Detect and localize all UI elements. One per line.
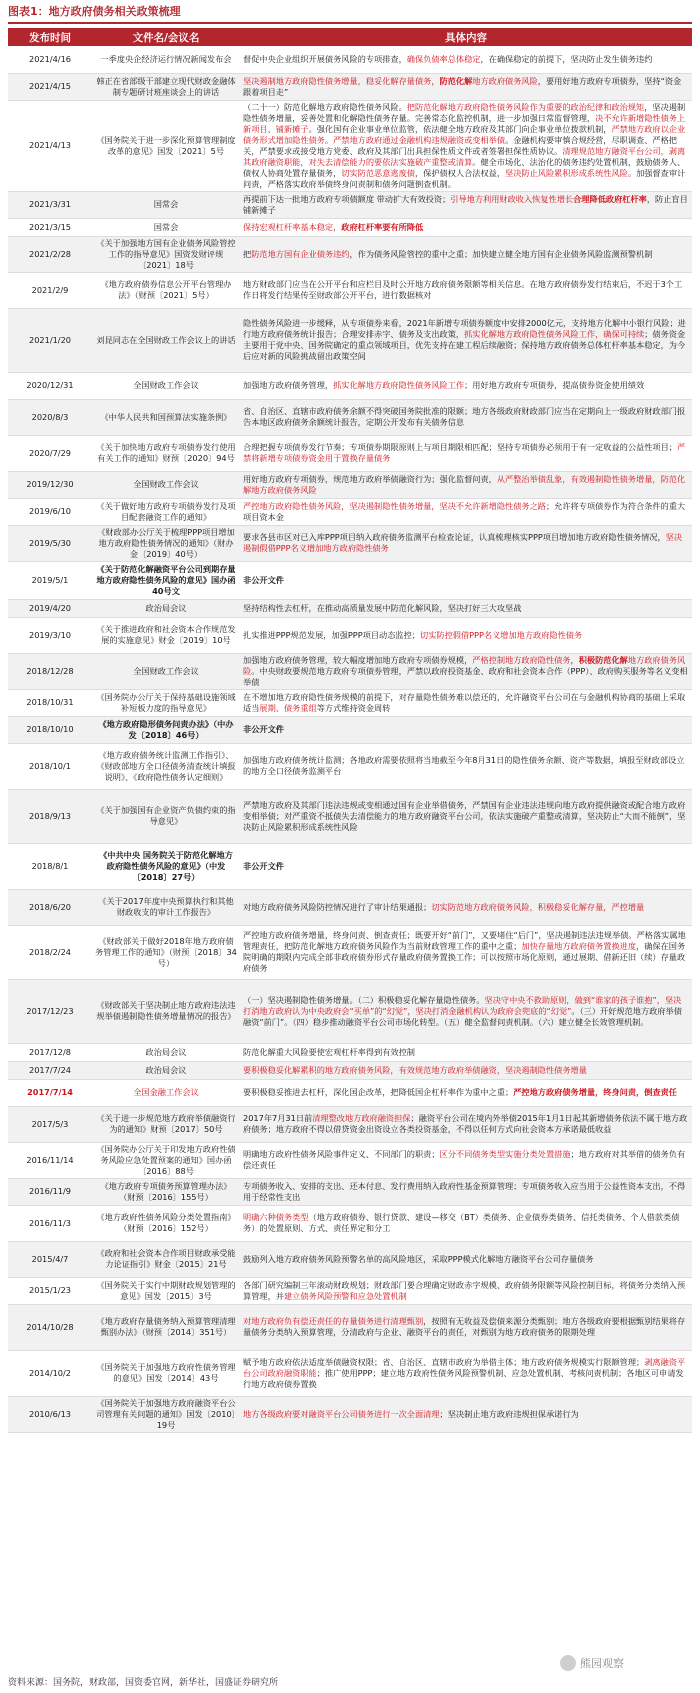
content-text: 把 (243, 248, 252, 259)
row-document: 《地方政府隐形债务问责办法》（中办发〔2018〕46号） (92, 716, 240, 743)
content-text: 。（三）开好规范地方政府举债融资“前门”。（四）稳步推动融资平台公司市场化转型。（五）健全监督问责机制。（六）建立健全长效管理机制。 (243, 1005, 682, 1027)
table-row (8, 1142, 692, 1178)
row-document: 《关于加强国有企业资产负债约束的指导意见》 (92, 789, 240, 843)
table-row (8, 100, 692, 191)
header-date: 发布时间 (8, 28, 92, 46)
row-content (240, 1142, 692, 1178)
content-text: 用好地方政府专项债券，规范地方政府举债融资行为；强化监督问责， (243, 473, 497, 484)
content-text: 加强地方政府债务管理，较大幅度增加地方政府专项债券规模， (243, 654, 473, 665)
row-date: 2021/3/15 (8, 218, 92, 236)
highlight-text: 加快存量地方政府债务置换进度 (521, 941, 637, 951)
table-row (8, 372, 692, 399)
row-date: 2018/10/1 (8, 743, 92, 789)
content-text: 要积极稳妥推进去杠杆，深化国企改革，把降低国企杠杆率作为重中之重； (243, 1087, 514, 1097)
content-text: 严控地方政府债务增量，终身问责、倒查责任；既要开好“前门”，又要堵住“后门”，坚决遏制违法违规举债。严格落实属地管理责任，把防范化解地方政府债务风险作为当前财政管理工作的重中之重； (243, 930, 686, 951)
table-row (8, 561, 692, 599)
highlight-text: 建立债务风险预警和应急处置机制 (283, 1290, 407, 1301)
row-content (240, 689, 692, 716)
row-content (240, 789, 692, 843)
content-text: ，确保在国务院明确的期限内完成全部非政府债券形式存量政府债务置换工作；可以按照市场化原则，通过展期、借新还旧（续）存量政府债务 (243, 941, 686, 973)
row-date: 2021/3/31 (8, 191, 92, 218)
row-content (240, 399, 692, 435)
figure-title: 图表1：地方政府债务相关政策梳理 (8, 2, 692, 24)
row-content (240, 218, 692, 236)
row-content (240, 1241, 692, 1277)
content-text: 在不增加地方政府隐性债务规模的前提下，对存量隐性债务难以偿还的，允许融资平台公司在与金融机构协商的基础上采取适当 (243, 691, 686, 713)
row-document: 全国财政工作会议 (92, 372, 240, 399)
content-text: 。强化国有企业事业单位监管，依法健全地方政府及其部门向企事业单位拨款机制， (308, 123, 612, 134)
table-row (8, 1205, 692, 1241)
table-row (8, 1178, 692, 1205)
content-text: 各部门研究编制三年滚动财政规划；财政部门要合理确定财政赤字规模、政府债务限额等风险控制目标，将债务分类纳入预算管理，并 (243, 1279, 686, 1301)
row-document: 国常会 (92, 191, 240, 218)
row-document: 《国务院关于进一步深化预算管理制度改革的意见》国发〔2021〕5号 (92, 100, 240, 191)
content-text: ，保护债权人合法权益， (414, 167, 506, 178)
row-date: 2019/4/20 (8, 599, 92, 617)
row-date: 2019/6/10 (8, 498, 92, 525)
row-document: 全国金融工作会议 (92, 1079, 240, 1106)
row-document: 《国务院关于加强地方政府融资平台公司管理有关问题的通知》国发〔2010〕19号 (92, 1396, 240, 1432)
row-date: 2021/4/16 (8, 46, 92, 73)
row-date: 2019/12/30 (8, 471, 92, 498)
row-content (240, 617, 692, 653)
table-row (8, 1241, 692, 1277)
row-document: 一季度央企经济运行情况新闻发布会 (92, 46, 240, 73)
content-text: 防范化解重大风险要使宏观杠杆率得到有效控制 (243, 1046, 415, 1057)
content-text: 鼓励列入地方政府债务风险预警名单的高风险地区，采取PPP模式化解地方融资平台公司存量债务 (243, 1253, 594, 1264)
content-text: 。中央财政要规范地方政府专项债券管理，严禁以政府投资基金、政府和社会资本合作（PPP）、政府购买服务等名义变相举债 (243, 665, 688, 687)
highlight-text: 明确六种债务类型 (243, 1212, 309, 1222)
row-content (240, 1079, 692, 1106)
row-document: 《关于做好地方政府专项债券发行及项目配套融资工作的通知》 (92, 498, 240, 525)
row-date: 2018/9/13 (8, 789, 92, 843)
content-text: 再提前下达一批地方政府专项债额度 带动扩大有效投资； (243, 193, 451, 204)
highlight-text: 政府杠杆率要有所降低 (341, 221, 424, 232)
row-content (240, 653, 692, 689)
row-date: 2017/12/23 (8, 979, 92, 1043)
row-document: 全国财政工作会议 (92, 653, 240, 689)
row-content (240, 743, 692, 789)
content-text: ；用好地方政府专项债券，提高债券资金使用绩效 (464, 380, 645, 390)
row-document: 《地方政府债券信息公开平台管理办法》（财预〔2021〕5号） (92, 272, 240, 308)
row-content (240, 1178, 692, 1205)
highlight-text: 清理整改地方政府融资担保 (312, 1113, 411, 1123)
content-text: 非公开文件 (243, 860, 284, 871)
table-row (8, 743, 692, 789)
table-row (8, 843, 692, 889)
row-date: 2021/4/15 (8, 73, 92, 100)
row-date: 2015/1/23 (8, 1277, 92, 1304)
row-content (240, 191, 692, 218)
table-row (8, 218, 692, 236)
highlight-text: 切实防范地方政府债务风险，积极稳妥化解存量，严控增量 (431, 901, 645, 912)
table-row (8, 599, 692, 617)
row-date: 2021/2/28 (8, 236, 92, 272)
row-date: 2021/4/13 (8, 100, 92, 191)
content-text: 。健全市场化、法治化的债务违约处置机制，鼓励债务人、债权人协商处置存量债务， (243, 156, 686, 178)
highlight-text: 防范化解 (439, 75, 473, 86)
row-document: 《地方政府性债务风险分类处置指南》（财预〔2016〕152号） (92, 1205, 240, 1241)
header-document: 文件名/会议名 (92, 28, 240, 46)
row-content (240, 979, 692, 1043)
row-date: 2018/8/1 (8, 843, 92, 889)
highlight-text: 对地方政府负有偿还责任的存量债务进行清理甄别 (243, 1316, 424, 1326)
row-document: 《国务院办公厅关于保持基础设施领域补短板力度的指导意见》 (92, 689, 240, 716)
row-document: 《关于防范化解融资平台公司到期存量地方政府隐性债务风险的意见》国办函40号文 (92, 561, 240, 599)
content-text: ；融资平台公司在境内外举债2015年1月1日起其新增债务依法不属于地方政府债务；地方政府不得以借贷资金出资设立各类投资基金，不得以任何方式向社会资本方承诺最低收益 (243, 1113, 688, 1134)
row-date: 2010/6/13 (8, 1396, 92, 1432)
table-row (8, 1304, 692, 1350)
row-document: 《关于进一步规范地方政府举债融资行为的通知》财预〔2017〕50号 (92, 1106, 240, 1142)
row-content (240, 716, 692, 743)
content-text: 加强地方政府债务统计监测；各地政府需要依照将当地截至今年8月31日的隐性债务余额、资产等数据，填报至财政部设立的地方全口径债务监测平台 (243, 755, 685, 776)
table-row (8, 789, 692, 843)
row-content (240, 1205, 692, 1241)
row-date: 2021/1/20 (8, 308, 92, 372)
highlight-text: 把防范化解地方政府隐性债务风险作为重要的政治纪律和政治规矩 (406, 101, 645, 112)
table-row (8, 889, 692, 925)
row-document: 《关于加强地方国有企业债务风险管控工作的指导意见》国资发财评规〔2021〕18号 (92, 236, 240, 272)
row-document: 《地方政府债务统计监测工作指引》、《财政部地方全口径债务清查统计填报说明》、《政府隐性债务认定细则》 (92, 743, 240, 789)
table-row (8, 1079, 692, 1106)
row-date: 2018/2/24 (8, 925, 92, 979)
table-row (8, 272, 692, 308)
row-document: 政治局会议 (92, 1061, 240, 1079)
row-date: 2019/5/30 (8, 525, 92, 561)
row-content (240, 525, 692, 561)
table-row (8, 689, 692, 716)
content-text: ，在确保稳定的前提下，坚决防止发生债务违约 (480, 53, 653, 64)
highlight-text: 抓实化解地方政府隐性债务风险工作 (333, 380, 465, 390)
content-text: 2017年7月31日前 (243, 1113, 313, 1123)
row-content (240, 1304, 692, 1350)
highlight-text: 坚决遏制假借PPP名义增加地方政府隐性债务 (243, 532, 683, 553)
row-date: 2018/10/10 (8, 716, 92, 743)
watermark (560, 1655, 624, 1671)
row-date: 2019/3/10 (8, 617, 92, 653)
table-row (8, 925, 692, 979)
row-date: 2014/10/2 (8, 1350, 92, 1396)
highlight-text: 切实防范恶意逃废债 (341, 167, 415, 178)
row-content (240, 925, 692, 979)
table-row (8, 1277, 692, 1304)
highlight-text: 剥离融资平台公司政府融资职能 (243, 1356, 686, 1378)
row-document: 《财政部关于坚决制止地方政府违法违规举债遏制隐性债务增量情况的报告》 (92, 979, 240, 1043)
highlight-text: 要积极稳妥化解累积的地方政府债务风险，有效规范地方政府举债融资，坚决遏制隐性债务增量 (243, 1064, 587, 1075)
content-text: 地方财政部门应当在公开平台和应栏目及时公开地方政府债务限额等相关信息。在地方政府债券发行结束后，不迟于3个工作日将发行结果传至财政部公开平台，进行数据核对 (243, 279, 683, 300)
row-content (240, 1350, 692, 1396)
row-content (240, 100, 692, 191)
row-content (240, 435, 692, 471)
content-text: 。 (324, 134, 334, 145)
row-document: 《地方政府存量债务纳入预算管理清理甄别办法》（财预〔2014〕351号） (92, 1304, 240, 1350)
row-date: 2017/7/14 (8, 1079, 92, 1106)
row-date: 2017/5/3 (8, 1106, 92, 1142)
row-date: 2017/7/24 (8, 1061, 92, 1079)
row-document: 《国务院关于实行中期财政规划管理的意见》国发〔2015〕3号 (92, 1277, 240, 1304)
row-document: 《关于推进政府和社会资本合作规范发展的实施意见》财金〔2019〕10号 (92, 617, 240, 653)
content-text: 非公开文件 (243, 724, 284, 734)
row-content (240, 498, 692, 525)
highlight-text: 坚决防止风险累积形成系统性风险 (505, 167, 628, 178)
row-content (240, 561, 692, 599)
highlight-text: 坚决守中央不救助原则，做到“谁家的孩子谁抱”，坚决打消地方政府认为中央政府会“买单”的“幻觉”，坚决打消金融机构认为政府会兜底的“幻觉” (243, 994, 682, 1016)
highlight-text: 严禁地方政府通过金融机构违规融资或变相举债 (333, 134, 506, 145)
content-text: 隐性债务风险进一步缓释，从专项债券来看，2021年新增专项债券额度中安排2000亿元，支持地方化解中小银行风险；进行地方政府债务统计报告；合理安排赤字、债务及支出政策， (243, 318, 686, 339)
content-text: ，坚决遏制隐性债务增量，妥善处置和化解隐性债务存量。完善常态化监控机制，进一步加强日常监督管理， (243, 101, 686, 123)
row-date: 2017/12/8 (8, 1043, 92, 1061)
row-document: 刘昆同志在全国财政工作会议上的讲话 (92, 308, 240, 372)
highlight-text: 确保负债率总体稳定 (406, 53, 481, 64)
highlight-text: 展期、债务重组 (259, 702, 317, 713)
content-text: ， (570, 654, 579, 665)
content-text: ，防止盲目铺新摊子 (243, 193, 688, 215)
content-text: ，作为债务风险管控的重中之重；加快建立健全地方国有企业债务风险监测预警机制 (349, 248, 653, 259)
row-date: 2016/11/9 (8, 1178, 92, 1205)
row-document: 《财政部关于做好2018年地方政府债务管理工作的通知》（财预〔2018〕34号） (92, 925, 240, 979)
table-row (8, 653, 692, 689)
row-content (240, 889, 692, 925)
table-row (8, 1396, 692, 1432)
row-content (240, 471, 692, 498)
header-content: 具体内容 (240, 28, 692, 46)
highlight-text: 地方各级政府要对融资平台公司债务进行一次全面清理 (243, 1408, 440, 1419)
content-text: 赋予地方政府依法适度举债融资权限；省、自治区、直辖市政府为举借主体；地方政府债务规模实行限额管理； (243, 1356, 645, 1367)
row-document: 《地方政府专项债务预算管理办法》（财预〔2016〕155号） (92, 1178, 240, 1205)
row-document: 政治局会议 (92, 599, 240, 617)
table-row (8, 525, 692, 561)
table-row (8, 46, 692, 73)
table-row (8, 471, 692, 498)
table-row (8, 73, 692, 100)
row-date: 2020/12/31 (8, 372, 92, 399)
highlight-text: 清理规范地方融资平台公司，剥离其政府融资职能，对失去清偿能力的要依法实施破产重整或清算 (243, 145, 686, 167)
row-date: 2018/6/20 (8, 889, 92, 925)
content-text: ，要用好地方政府专项债券，坚持“资金跟着项目走” (243, 75, 682, 97)
table-row (8, 617, 692, 653)
content-text: 严禁地方政府及其部门违法违规或变相通过国有企业举借债务，严禁国有企业违法违规向地方政府提供融资或配合地方政府变相举债；对严重资不抵债失去清偿能力的地方政府融资平台公司，依法实施破产重整或清算，坚决防止“大而不能倒”，坚决防止风险累积形成系统性风险 (243, 799, 686, 832)
row-document: 《关于2017年度中央预算执行和其他财政收支的审计工作报告》 (92, 889, 240, 925)
row-date: 2020/7/29 (8, 435, 92, 471)
row-content (240, 46, 692, 73)
row-document: 《中共中央 国务院关于防范化解地方政府隐性债务风险的意见》（中发〔2018〕27号） (92, 843, 240, 889)
row-content (240, 843, 692, 889)
wechat-logo-icon (560, 1655, 576, 1671)
content-text: 督促中央企业组织开展债务风险的专项排查， (243, 53, 407, 64)
row-content (240, 272, 692, 308)
table-row (8, 236, 692, 272)
content-text: ；允许将专项债券作为符合条件的重大项目资本金 (243, 500, 686, 522)
row-document: 《国务院办公厅关于印发地方政府性债务风险应急处置预案的通知》国办函〔2016〕88号 (92, 1142, 240, 1178)
content-text: 明确地方政府性债务风险事件定义、不同部门的职责； (243, 1149, 440, 1159)
content-text: 非公开文件 (243, 574, 284, 585)
policy-table (8, 28, 692, 1433)
table-row (8, 979, 692, 1043)
highlight-text: 决不允许新增隐性债务上新项目、铺新摊子 (243, 112, 686, 134)
table-row (8, 399, 692, 435)
row-document: 《关于加快地方政府专项债券发行使用有关工作的通知》财预〔2020〕94号 (92, 435, 240, 471)
table-row (8, 1061, 692, 1079)
highlight-text: 区分不同债务类型实施分类处置措施 (439, 1149, 571, 1159)
row-content (240, 308, 692, 372)
highlight-text: 合理降低政府杠杆率 (573, 193, 647, 204)
content-text: 合理把握专项债券发行节奏；专项债券期限原则上与项目期限相匹配；坚持专项债券必须用于有一定收益的公益性项目； (243, 442, 677, 452)
row-document: 《国务院关于加强地方政府性债务管理的意见》国发〔2014〕43号 (92, 1350, 240, 1396)
row-date: 2021/2/9 (8, 272, 92, 308)
content-text: ；坚决制止地方政府违规担保承诺行为 (439, 1408, 579, 1419)
row-content (240, 1396, 692, 1432)
row-content (240, 372, 692, 399)
page (0, 2, 700, 1693)
highlight-text: 切实防控假借PPP名义增加地方政府隐性债务 (420, 629, 583, 640)
row-date: 2018/10/31 (8, 689, 92, 716)
highlight-text: 从严整治举债乱象，有效遏制隐性债务增量，防范化解地方政府债务风险 (243, 473, 686, 495)
table-row (8, 191, 692, 218)
row-content (240, 1277, 692, 1304)
content-text: 。金融机构要审慎合规经营，尽职调查、严格把关，严禁要求或接受地方党委、政府及其部门出具担保性质文件或者签署担保性质协议。 (243, 134, 677, 156)
row-content (240, 73, 692, 100)
highlight-text: 坚决遏制地方政府隐性债务增量，稳妥化解存量债务， (243, 75, 440, 86)
content-text: （二十一）防范化解地方政府隐性债务风险。 (243, 101, 407, 112)
row-document: 《政府和社会资本合作项目财政承受能力论证指引》财金〔2015〕21号 (92, 1241, 240, 1277)
content-text: 加强地方政府债务管理， (243, 380, 334, 390)
highlight-text: 严控地方政府债务增量，终身问责，倒查责任 (513, 1087, 677, 1097)
table-row (8, 308, 692, 372)
row-content (240, 1061, 692, 1079)
row-content (240, 1043, 692, 1061)
row-date: 2020/8/3 (8, 399, 92, 435)
row-document: 《中华人民共和国预算法实施条例》 (92, 399, 240, 435)
content-text: 专项债务收入、安排的支出、还本付息、发行费用纳入政府性基金预算管理；专项债务收入应当用于公益性资本支出，不得用于经常性支出 (243, 1180, 686, 1202)
highlight-text: 严控地方政府隐性债务风险，坚决遏制隐性债务增量，坚决不允许新增隐性债务之路 (243, 500, 546, 511)
highlight-text: 抓实化解地方政府隐性债务风险工作，确保可持续 (464, 329, 645, 339)
content-text: 等方式维持资金周转 (316, 702, 391, 713)
row-date: 2015/4/7 (8, 1241, 92, 1277)
row-date: 2018/12/28 (8, 653, 92, 689)
row-document: 全国财政工作会议 (92, 471, 240, 498)
table-body (8, 46, 692, 1432)
highlight-text: 引导地方利用财政收入恢复性增长 (450, 193, 574, 204)
table-row (8, 1106, 692, 1142)
content-text: 对地方政府债务风险防控情况进行了审计结果通报； (243, 901, 432, 912)
content-text: 。加强督查审计问责，严格落实政府举债终身问责制和债务问题倒查机制。 (243, 167, 686, 189)
row-document: 韩正在省部级干部建立现代财政金融体制专题研讨班座谈会上的讲话 (92, 73, 240, 100)
row-date: 2016/11/3 (8, 1205, 92, 1241)
table-header-row (8, 28, 692, 46)
watermark-text: 熊园观察 (580, 1657, 624, 1670)
content-text: 省、自治区、直辖市政府债务余额不得突破国务院批准的限额；地方各级政府财政部门应当在定期向上一级政府财政部门报告本地区政府债务余额统计报告，定期公开发布有关债务信息 (243, 406, 686, 427)
row-content (240, 236, 692, 272)
table-row (8, 1043, 692, 1061)
content-text: 坚持结构性去杠杆，在推动高质量发展中防范化解风险，坚决打好三大攻坚战 (243, 602, 522, 613)
row-document: 国常会 (92, 218, 240, 236)
content-text: ；债务资金主要用于党中央、国务院确定的重点领域项目，优先支持在建工程后续融资；保持地方政府债务总体杠杆率基本稳定，为今后应对新的风险挑战留出政策空间 (243, 329, 686, 361)
highlight-text: 积极防范化解 (578, 654, 628, 665)
highlight-text: 地方政府债务风险 (472, 75, 538, 86)
row-date: 2016/11/14 (8, 1142, 92, 1178)
content-text: ，按照有无收益及偿债来源分类甄别；地方各级政府要根据甄别结果将存量债务分类纳入预算管理，分清政府与企业、融资平台的责任，对甄别为地方政府债务的限期处理 (243, 1316, 686, 1337)
highlight-text: 保持宏观杠杆率基本稳定， (243, 221, 342, 232)
content-text: ；推广使用PPP；建立地方政府性债务风险预警机制、应急处置机制、考核问责机制；各地区可申请发行地方政府债券置换 (243, 1367, 684, 1389)
content-text: 要求各县市区对已入库PPP项目纳入政府债务监测平台检查论证，认真梳理核实PPP项目增加地方政府隐性债务情况， (243, 532, 666, 542)
row-content (240, 599, 692, 617)
row-date: 2019/5/1 (8, 561, 92, 599)
highlight-text: 严格控制地方政府隐性债务 (472, 654, 571, 665)
source-note: 资料来源：国务院，财政部，国资委官网，新华社，国盛证券研究所 (8, 1678, 279, 1688)
table-row (8, 435, 692, 471)
row-document: 政治局会议 (92, 1043, 240, 1061)
row-date: 2014/10/28 (8, 1304, 92, 1350)
table-row (8, 716, 692, 743)
content-text: 扎实推进PPP规范发展，加强PPP项目动态监控； (243, 629, 420, 640)
row-document: 《财政部办公厅关于梳理PPP项目增加地方政府隐性债务情况的通知》（财办金〔2019〕40号） (92, 525, 240, 561)
highlight-text: 严禁地方政府以企业债务形式增加隐性债务 (243, 123, 686, 145)
row-content (240, 1106, 692, 1142)
content-text: （一）坚决遏制隐性债务增量。（二）积极稳妥化解存量隐性债务。 (243, 994, 485, 1005)
table-row (8, 1350, 692, 1396)
content-text: （地方政府债券、银行贷款、建设—移交（BT）类债务、企业债券类债务、信托类债务、个人借款类债务）的处置原则、方式、责任界定和分工 (243, 1212, 680, 1233)
highlight-text: 地方政府债务风险 (243, 654, 686, 676)
highlight-text: 防范地方国有企业债务违约 (251, 248, 350, 259)
table-row (8, 498, 692, 525)
highlight-text: 严禁将新增专项债券资金用于置换存量债务 (243, 442, 686, 463)
content-text: ；地方政府对其举借的债务负有偿还责任 (243, 1149, 686, 1170)
